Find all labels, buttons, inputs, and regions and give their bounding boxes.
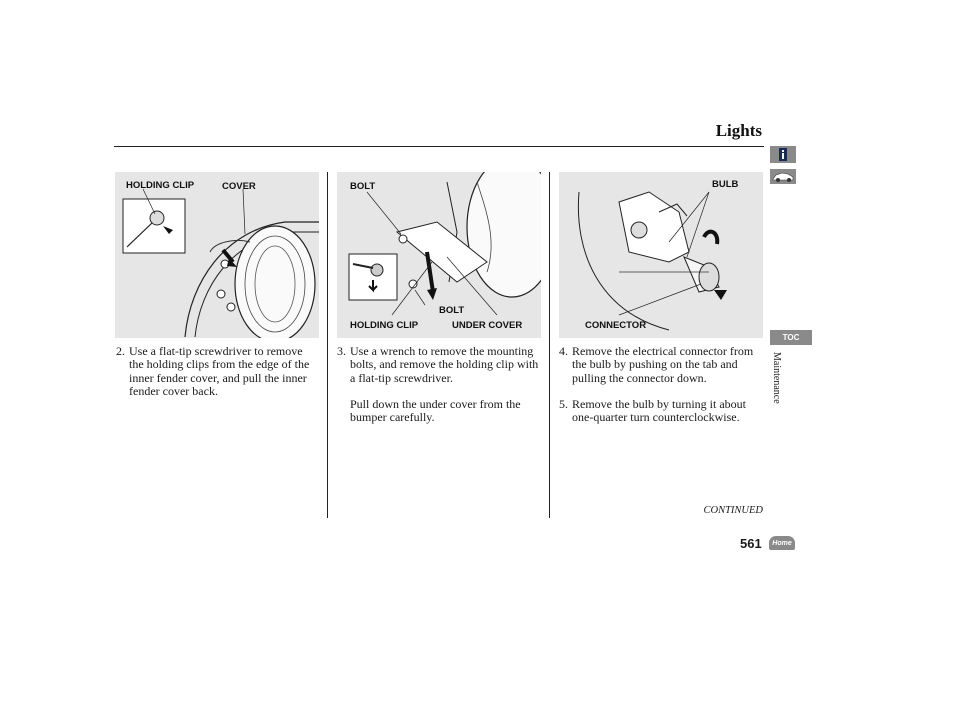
page-title: Lights <box>715 121 762 140</box>
label-bulb: BULB <box>712 179 739 190</box>
toc-tab[interactable]: TOC <box>770 330 812 345</box>
illustration-bulb-connector <box>559 172 763 338</box>
label-holding-clip: HOLDING CLIP <box>350 320 419 331</box>
label-holding-clip: HOLDING CLIP <box>126 180 195 191</box>
column-1-steps <box>116 345 320 411</box>
step-number: 5. <box>559 396 568 411</box>
page-number: 561 <box>740 536 762 551</box>
column-divider-2 <box>549 172 550 518</box>
step-text: Remove the electrical connector from the bulb by pushing on the tab and pulling the connector down. <box>572 344 754 385</box>
step-text: Use a flat-tip screwdriver to remove the holding clips from the edge of the inner fender cover, and pull the inner fender cover back. <box>129 344 310 398</box>
step-number: 2. <box>116 344 125 358</box>
illustration-fender-cover <box>115 172 319 338</box>
column-divider-1 <box>327 172 328 518</box>
illustration-under-cover <box>337 172 541 338</box>
step-3 <box>337 345 541 385</box>
step-text: Use a wrench to remove the mounting bolts, and remove the holding clip with a flat-tip screwdriver. <box>350 344 539 385</box>
car-icon <box>770 169 796 184</box>
label-bolt-bottom: BOLT <box>439 305 465 316</box>
step-number: 3. <box>337 344 346 358</box>
step-2 <box>116 345 320 398</box>
info-icon <box>770 146 796 163</box>
info-tab[interactable] <box>770 146 796 163</box>
column-2-steps <box>337 345 541 424</box>
fender-drawing <box>115 172 319 338</box>
vehicle-tab[interactable] <box>770 169 796 184</box>
step-4 <box>559 345 763 385</box>
label-bolt-top: BOLT <box>350 181 376 192</box>
continued-label: CONTINUED <box>703 505 763 516</box>
label-under-cover: UNDER COVER <box>452 320 523 331</box>
step-text: Remove the bulb by turning it about one-quarter turn counterclockwise. <box>572 396 746 425</box>
column-3-steps <box>559 345 763 437</box>
label-cover: COVER <box>222 181 256 192</box>
section-label: Maintenance <box>771 352 782 404</box>
step-3-note: Pull down the under cover from the bumper carefully. <box>350 396 521 425</box>
label-connector: CONNECTOR <box>585 320 647 331</box>
home-tab[interactable] <box>769 536 795 550</box>
header-rule <box>114 146 764 147</box>
step-number: 4. <box>559 344 568 358</box>
bulb-drawing <box>559 172 763 338</box>
home-label: Home <box>772 539 792 547</box>
step-5 <box>559 398 763 425</box>
